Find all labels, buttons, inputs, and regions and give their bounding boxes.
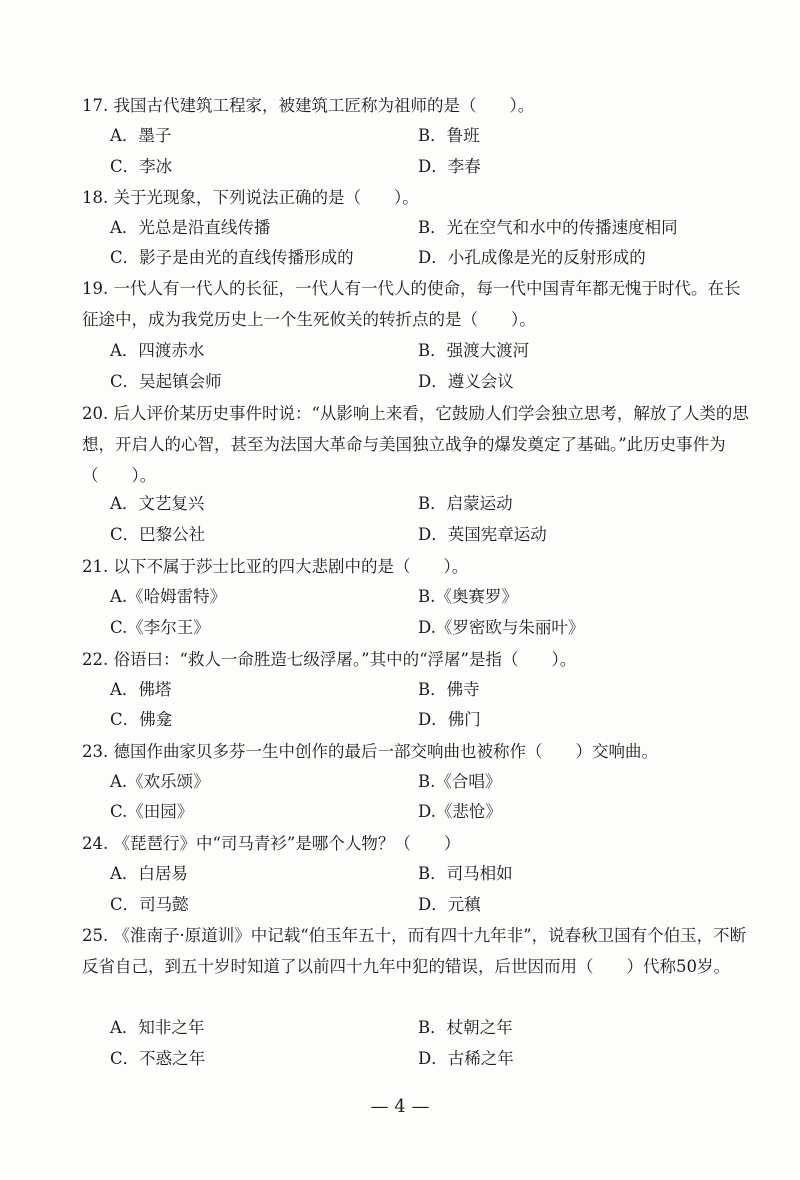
question-21-option-b: B.《奥赛罗》 xyxy=(418,587,518,606)
question-18-stem: 18. 关于光现象，下列说法正确的是（ ）。 xyxy=(82,188,419,207)
question-24-stem: 24. 《琵琶行》中“司马青衫”是哪个人物？（ ） xyxy=(82,834,461,853)
question-18-option-a: A．光总是沿直线传播 xyxy=(110,218,271,237)
question-23-option-c: C.《田园》 xyxy=(110,802,194,821)
question-20-option-a: A．文艺复兴 xyxy=(110,494,205,513)
page-number: — 4 — xyxy=(370,1096,430,1117)
question-24-option-a: A．白居易 xyxy=(110,864,188,883)
question-24-option-b: B．司马相如 xyxy=(418,864,513,883)
question-20-option-b: B．启蒙运动 xyxy=(418,494,513,513)
question-25-option-b: B．杖朝之年 xyxy=(418,1018,513,1037)
question-20-option-c: C．巴黎公社 xyxy=(110,525,206,544)
question-19-option-b: B．强渡大渡河 xyxy=(418,341,530,360)
question-25-stem: 25. 《淮南子·原道训》中记载“伯玉年五十，而有四十九年非”，说春秋卫国有个伯玉，不断反省自己，到五十岁时知道了以前四十九年中犯的错误，后世因而用（ ）代称50岁。 xyxy=(82,926,747,976)
question-20-stem: 20. 后人评价某历史事件时说：“从影响上来看，它鼓励人们学会独立思考，解放了人类的思想，开启人的心智，甚至为法国大革命与美国独立战争的爆发奠定了基础。”此历史事件为（ ）。 xyxy=(82,404,749,485)
question-20-option-d: D．英国宪章运动 xyxy=(418,525,547,544)
question-17-option-b: B．鲁班 xyxy=(418,126,480,145)
question-25-option-d: D．古稀之年 xyxy=(418,1049,514,1068)
question-18-option-b: B．光在空气和水中的传播速度相同 xyxy=(418,218,678,237)
question-22-option-b: B．佛寺 xyxy=(418,680,480,699)
question-21-option-c: C.《李尔王》 xyxy=(110,618,210,637)
question-23-option-b: B.《合唱》 xyxy=(418,772,502,791)
question-21-stem: 21. 以下不属于莎士比亚的四大悲剧中的是（ ）。 xyxy=(82,557,469,576)
question-17-option-c: C．李冰 xyxy=(110,157,173,176)
question-17-option-a: A．墨子 xyxy=(110,126,172,145)
question-23-stem: 23. 德国作曲家贝多芬一生中创作的最后一部交响曲也被称作（ ）交响曲。 xyxy=(82,742,658,761)
question-23-option-a: A.《欢乐颂》 xyxy=(110,772,210,791)
question-18-option-c: C．影子是由光的直线传播形成的 xyxy=(110,248,354,267)
question-25-option-c: C．不惑之年 xyxy=(110,1049,206,1068)
question-24-option-c: C．司马懿 xyxy=(110,895,189,914)
question-19-option-d: D．遵义会议 xyxy=(418,372,514,391)
question-25-option-a: A．知非之年 xyxy=(110,1018,205,1037)
question-24-option-d: D．元稹 xyxy=(418,895,481,914)
question-23-option-d: D.《悲怆》 xyxy=(418,802,502,821)
question-22-option-a: A．佛塔 xyxy=(110,680,172,699)
question-22-option-c: C．佛龛 xyxy=(110,710,173,729)
question-19-stem: 19. 一代人有一代人的长征，一代人有一代人的使命，每一代中国青年都无愧于时代。在长征途中，成为我党历史上一个生死攸关的转折点的是（ ）。 xyxy=(82,279,741,329)
question-22-option-d: D．佛门 xyxy=(418,710,481,729)
question-18-option-d: D．小孔成像是光的反射形成的 xyxy=(418,248,646,267)
question-17-stem: 17. 我国古代建筑工程家，被建筑工匠称为祖师的是（ ）。 xyxy=(82,96,535,115)
question-21-option-d: D.《罗密欧与朱丽叶》 xyxy=(418,618,585,637)
question-21-option-a: A.《哈姆雷特》 xyxy=(110,587,227,606)
question-22-stem: 22. 俗语曰：“救人一命胜造七级浮屠。”其中的“浮屠”是指（ ）。 xyxy=(82,650,577,669)
question-17-option-d: D．李春 xyxy=(418,157,481,176)
question-19-option-a: A．四渡赤水 xyxy=(110,341,205,360)
question-19-option-c: C．吴起镇会师 xyxy=(110,372,222,391)
